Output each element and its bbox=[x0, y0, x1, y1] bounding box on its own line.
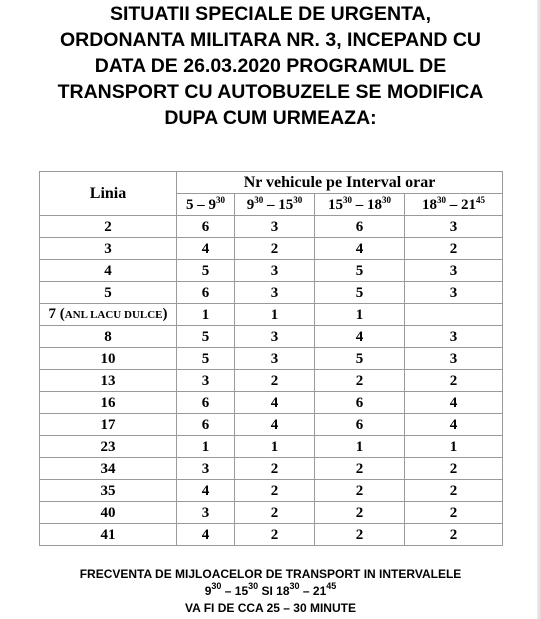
vehicle-count-cell: 2 bbox=[315, 480, 405, 502]
line-number-cell bbox=[40, 216, 177, 238]
line-number: 4 bbox=[104, 262, 112, 279]
interval-separator: – bbox=[263, 196, 279, 213]
table-body bbox=[40, 216, 503, 546]
vehicle-count-cell: 3 bbox=[235, 282, 315, 304]
vehicle-count-cell: 3 bbox=[405, 216, 503, 238]
heading-line: DUPA CUM URMEAZA: bbox=[164, 107, 377, 129]
notice-heading bbox=[0, 1, 541, 131]
table-row bbox=[40, 326, 503, 348]
table-header-row bbox=[40, 172, 503, 194]
range-superscript: 30 bbox=[211, 581, 222, 591]
vehicle-count-cell: 2 bbox=[405, 238, 503, 260]
vehicle-count-cell: 2 bbox=[405, 480, 503, 502]
line-number: 17 bbox=[100, 416, 116, 433]
vehicle-count-cell: 2 bbox=[235, 524, 315, 546]
interval-start-minutes: 30 bbox=[437, 194, 447, 205]
vehicle-count-cell: 3 bbox=[405, 326, 503, 348]
vehicle-count-cell: 2 bbox=[405, 502, 503, 524]
vehicle-count-cell: 4 bbox=[315, 326, 405, 348]
schedule-table bbox=[39, 171, 503, 546]
line-note: ANL LACU DULCE bbox=[64, 309, 163, 321]
vehicle-count-cell: 6 bbox=[177, 282, 235, 304]
range-joiner: SI bbox=[258, 584, 277, 598]
interval-end-minutes: 45 bbox=[476, 194, 486, 205]
interval-end-minutes: 30 bbox=[216, 194, 225, 205]
vehicle-count-cell: 3 bbox=[235, 348, 315, 370]
vehicle-count-cell: 5 bbox=[315, 348, 405, 370]
vehicle-count-cell: 6 bbox=[315, 414, 405, 436]
range-text: – bbox=[221, 584, 235, 598]
frequency-line-1: FRECVENTA DE MIJLOACELOR DE TRANSPORT IN INTERVALELE bbox=[79, 567, 462, 581]
vehicle-count-cell: 3 bbox=[177, 370, 235, 392]
heading-line: TRANSPORT CU AUTOBUZELE SE MODIFICA bbox=[57, 81, 484, 103]
line-number: 34 bbox=[100, 460, 116, 477]
interval-end: 15 bbox=[278, 196, 294, 213]
table-row bbox=[40, 524, 503, 546]
interval-separator: – bbox=[446, 196, 462, 213]
vehicle-count-cell: 2 bbox=[405, 458, 503, 480]
line-number: 23 bbox=[100, 438, 116, 455]
line-number-cell bbox=[40, 524, 177, 546]
line-number-cell bbox=[40, 414, 177, 436]
vehicle-count-cell: 1 bbox=[315, 304, 405, 326]
vehicle-count-cell: 4 bbox=[235, 392, 315, 414]
line-number-cell bbox=[40, 326, 177, 348]
vehicle-count-cell: 4 bbox=[235, 414, 315, 436]
vehicle-count-cell: 3 bbox=[235, 260, 315, 282]
interval-start-minutes: 30 bbox=[343, 194, 352, 205]
interval-start-minutes: 30 bbox=[254, 194, 264, 205]
line-number: 35 bbox=[100, 482, 116, 499]
table-row bbox=[40, 260, 503, 282]
vehicle-count-cell: 2 bbox=[235, 370, 315, 392]
vehicle-count-cell: 2 bbox=[315, 524, 405, 546]
line-number: 10 bbox=[100, 350, 116, 367]
vehicle-count-cell: 5 bbox=[177, 260, 235, 282]
interval-start: 9 bbox=[246, 196, 255, 213]
vehicle-count-cell: 5 bbox=[315, 260, 405, 282]
interval-end: 18 bbox=[367, 196, 382, 213]
range-text: 9 bbox=[204, 584, 212, 598]
line-number-cell bbox=[40, 370, 177, 392]
vehicle-count-cell: 1 bbox=[177, 304, 235, 326]
line-number: 8 bbox=[104, 328, 112, 345]
interval-header bbox=[235, 194, 315, 216]
line-number-cell bbox=[40, 436, 177, 458]
vehicle-count-cell: 3 bbox=[177, 502, 235, 524]
vehicle-count-cell: 4 bbox=[177, 524, 235, 546]
line-number: 41 bbox=[100, 526, 116, 543]
vehicle-count-cell: 3 bbox=[235, 216, 315, 238]
vehicle-count-cell: 3 bbox=[177, 458, 235, 480]
vehicle-count-cell: 3 bbox=[405, 282, 503, 304]
vehicle-count-cell: 2 bbox=[405, 524, 503, 546]
range-superscript: 45 bbox=[326, 581, 337, 591]
line-number-cell bbox=[40, 392, 177, 414]
line-number-cell bbox=[40, 348, 177, 370]
heading-line: SITUATII SPECIALE DE URGENTA, bbox=[109, 3, 432, 25]
vehicle-count-cell: 3 bbox=[405, 260, 503, 282]
line-number: 7 ( bbox=[48, 306, 65, 322]
vehicle-count-cell: 4 bbox=[405, 414, 503, 436]
vehicle-count-cell: 2 bbox=[315, 502, 405, 524]
vehicle-count-cell: 2 bbox=[315, 370, 405, 392]
range-text: 18 bbox=[276, 584, 290, 598]
interval-separator: – bbox=[193, 196, 209, 213]
vehicle-count-cell: 3 bbox=[405, 348, 503, 370]
frequency-line-3: VA FI DE CCA 25 – 30 MINUTE bbox=[185, 601, 356, 615]
range-text: 21 bbox=[312, 584, 327, 598]
table-row bbox=[40, 216, 503, 238]
vehicle-count-cell: 4 bbox=[177, 238, 235, 260]
interval-header bbox=[315, 194, 405, 216]
vehicle-count-cell: 1 bbox=[177, 436, 235, 458]
vehicle-count-cell: 4 bbox=[405, 392, 503, 414]
column-header-linia: Linia bbox=[40, 172, 177, 216]
line-note-close: ) bbox=[162, 306, 168, 322]
interval-start: 15 bbox=[328, 196, 343, 213]
range-text: 15 bbox=[234, 584, 249, 598]
line-number-cell bbox=[40, 282, 177, 304]
vehicle-count-cell: 1 bbox=[405, 436, 503, 458]
vehicle-count-cell: 1 bbox=[315, 436, 405, 458]
frequency-line-2 bbox=[0, 583, 541, 600]
vehicle-count-cell: 4 bbox=[315, 238, 405, 260]
vehicle-count-cell: 1 bbox=[235, 304, 315, 326]
table-row bbox=[40, 238, 503, 260]
vehicle-count-cell: 2 bbox=[235, 458, 315, 480]
vehicle-count-cell: 6 bbox=[315, 216, 405, 238]
heading-line: DATA DE 26.03.2020 PROGRAMUL DE bbox=[94, 55, 447, 77]
line-number: 16 bbox=[100, 394, 116, 411]
interval-start: 18 bbox=[422, 196, 438, 213]
interval-end-minutes: 30 bbox=[382, 194, 391, 205]
vehicle-count-cell: 6 bbox=[315, 392, 405, 414]
table-row bbox=[40, 436, 503, 458]
line-number-cell bbox=[40, 260, 177, 282]
table-row bbox=[40, 304, 503, 326]
heading-line: ORDONANTA MILITARA NR. 3, INCEPAND CU bbox=[59, 29, 482, 51]
vehicle-count-cell: 6 bbox=[177, 392, 235, 414]
table-row bbox=[40, 348, 503, 370]
vehicle-count-cell: 6 bbox=[177, 216, 235, 238]
vehicle-count-cell: 4 bbox=[177, 480, 235, 502]
interval-start: 5 bbox=[186, 196, 194, 213]
interval-header bbox=[405, 194, 503, 216]
vehicle-count-cell: 3 bbox=[235, 326, 315, 348]
table-row bbox=[40, 370, 503, 392]
table-row bbox=[40, 392, 503, 414]
vehicle-count-cell bbox=[405, 304, 503, 326]
interval-separator: – bbox=[352, 196, 367, 213]
vehicle-count-cell: 2 bbox=[235, 238, 315, 260]
table-row bbox=[40, 414, 503, 436]
line-number-cell bbox=[40, 458, 177, 480]
line-number-cell bbox=[40, 502, 177, 524]
range-superscript: 30 bbox=[289, 581, 300, 591]
column-group-header: Nr vehicule pe Interval orar bbox=[177, 172, 503, 194]
interval-end: 21 bbox=[461, 196, 477, 213]
vehicle-count-cell: 2 bbox=[235, 480, 315, 502]
line-number: 40 bbox=[100, 504, 116, 521]
line-number-cell bbox=[40, 480, 177, 502]
range-superscript: 30 bbox=[248, 581, 259, 591]
vehicle-count-cell: 5 bbox=[177, 348, 235, 370]
interval-end: 9 bbox=[208, 196, 216, 213]
vehicle-count-cell: 5 bbox=[315, 282, 405, 304]
table-row bbox=[40, 480, 503, 502]
interval-end-minutes: 30 bbox=[293, 194, 303, 205]
vehicle-count-cell: 2 bbox=[315, 458, 405, 480]
table-row bbox=[40, 502, 503, 524]
vehicle-count-cell: 5 bbox=[177, 326, 235, 348]
table-row bbox=[40, 458, 503, 480]
vehicle-count-cell: 1 bbox=[235, 436, 315, 458]
line-number: 2 bbox=[104, 218, 112, 235]
vehicle-count-cell: 6 bbox=[177, 414, 235, 436]
line-number: 5 bbox=[104, 284, 112, 301]
line-number: 3 bbox=[104, 240, 112, 257]
line-number-cell bbox=[40, 304, 177, 326]
frequency-note bbox=[0, 566, 541, 617]
table-row bbox=[40, 282, 503, 304]
range-text: – bbox=[299, 584, 313, 598]
vehicle-count-cell: 2 bbox=[405, 370, 503, 392]
interval-header bbox=[177, 194, 235, 216]
line-number: 13 bbox=[100, 372, 116, 389]
vehicle-count-cell: 2 bbox=[235, 502, 315, 524]
line-number-cell bbox=[40, 238, 177, 260]
